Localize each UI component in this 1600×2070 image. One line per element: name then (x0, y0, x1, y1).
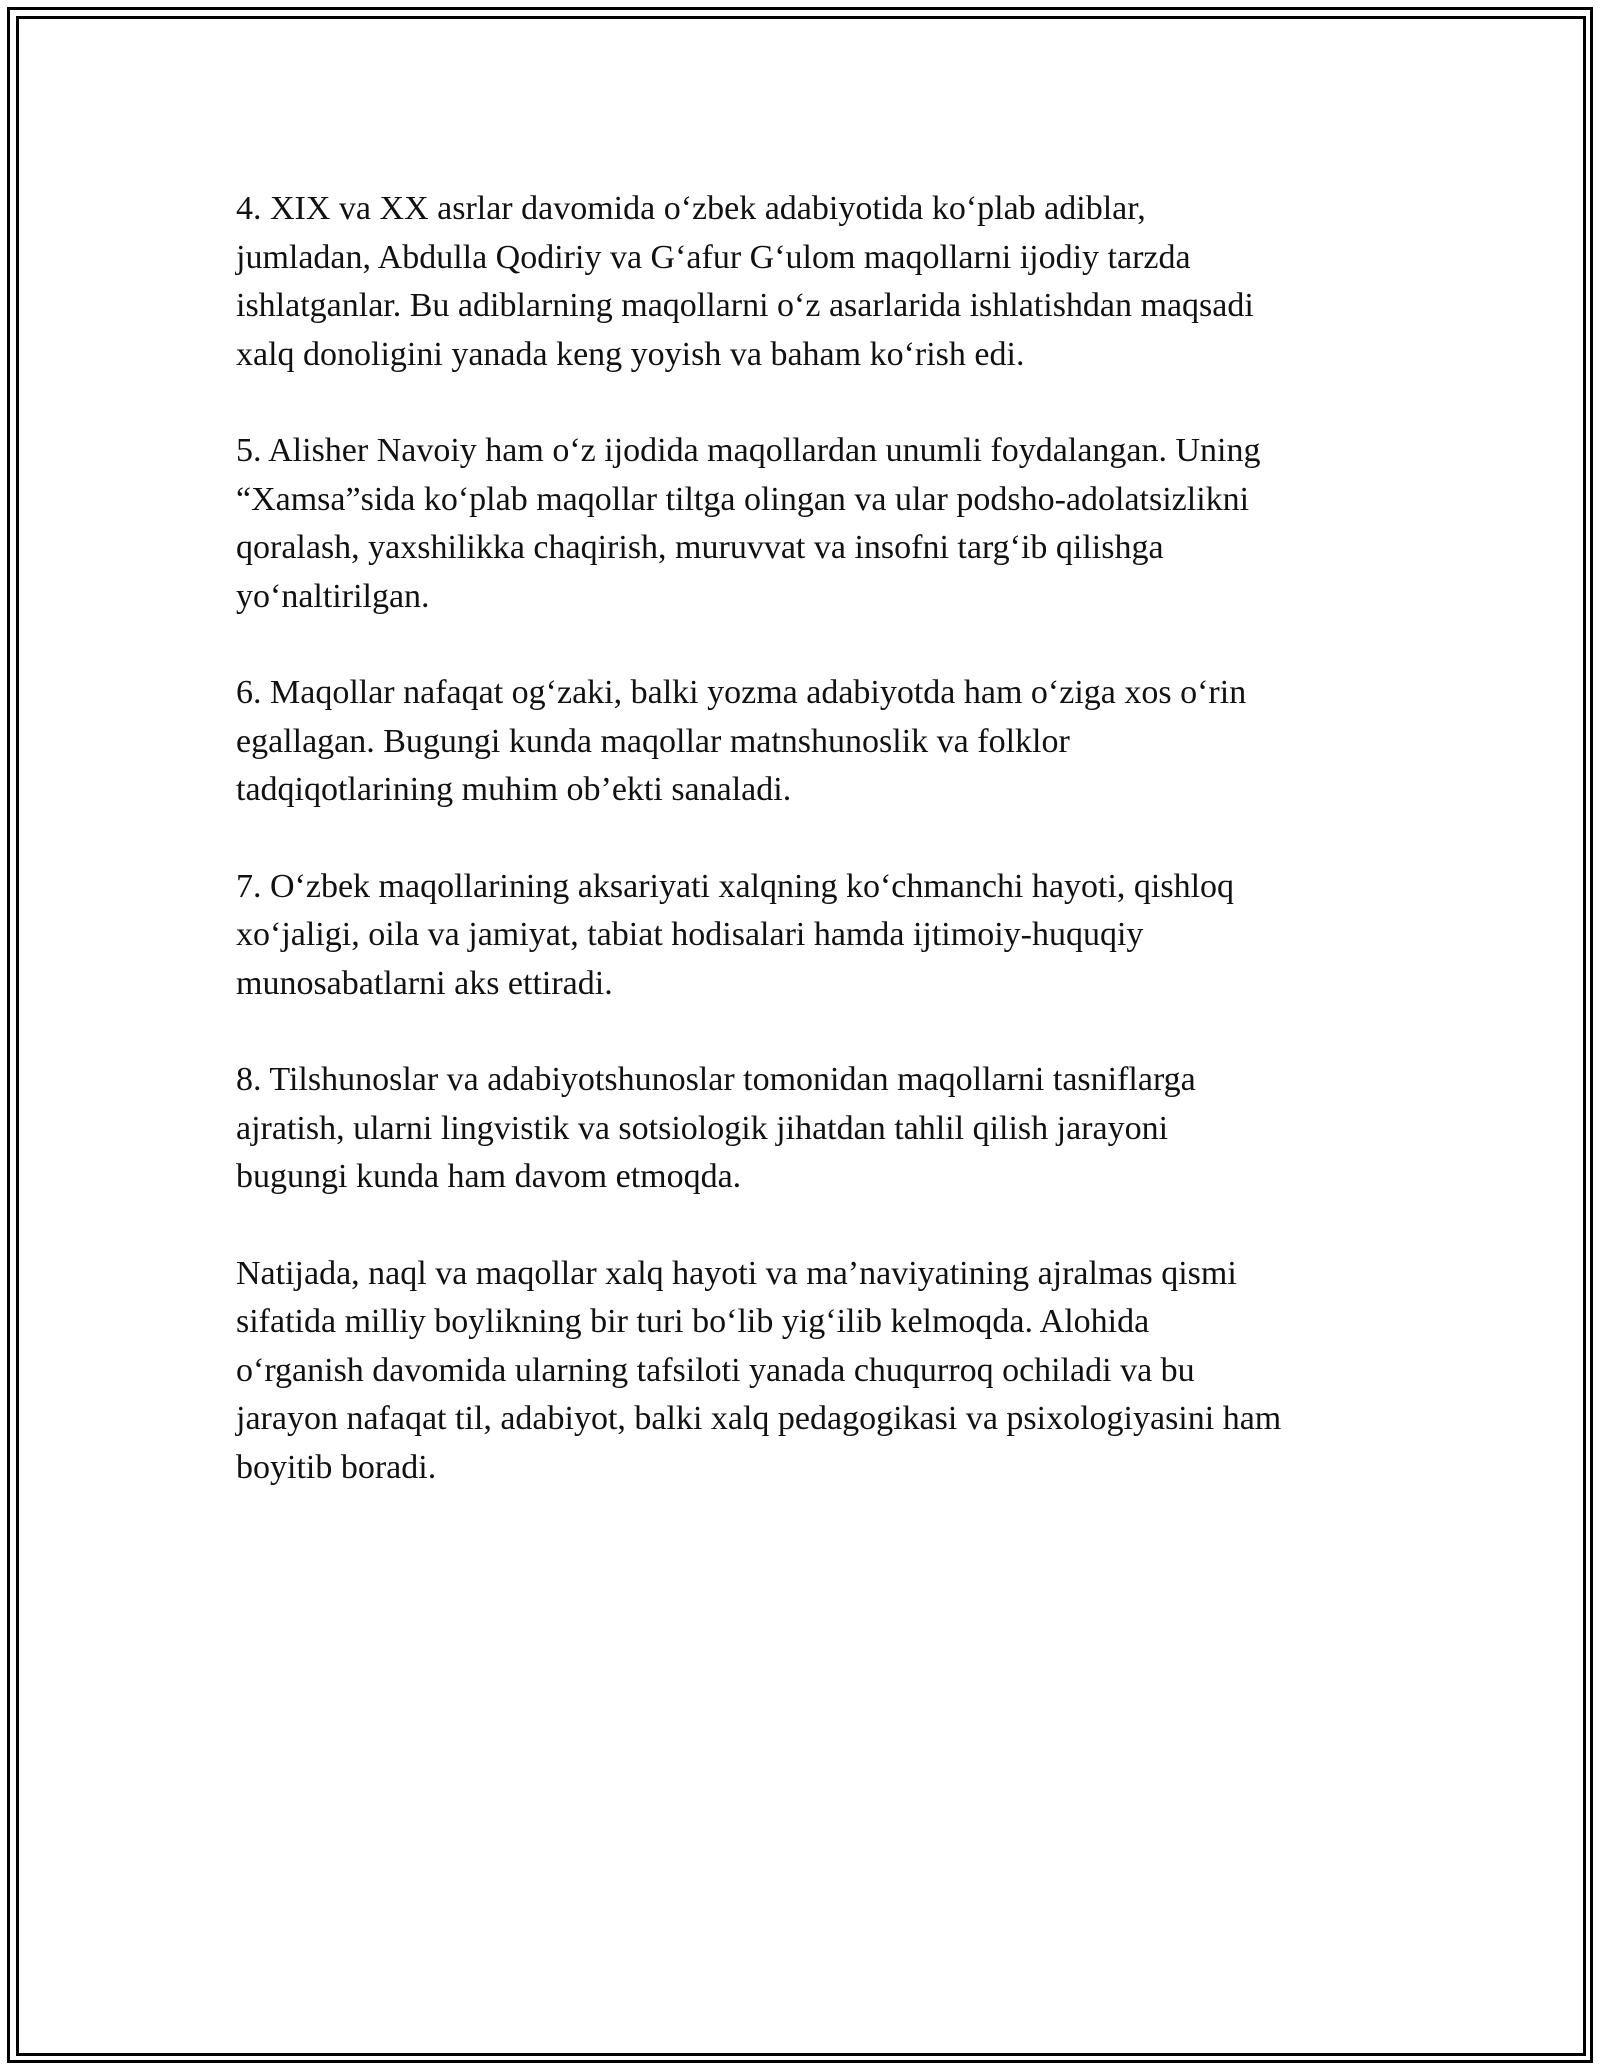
paragraph-6: 6. Maqollar nafaqat og‘zaki, balki yozma adabiyotda ham o‘ziga xos o‘rin egallagan. Bugungi kunda maqollar matnshunoslik va folklor tadqiqotlarining muhim ob’ekti sanaladi. (236, 674, 1247, 808)
paragraph-conclusion: Natijada, naql va maqollar xalq hayoti va ma’naviyatining ajralmas qismi sifatida milliy boylikning bir turi bo‘lib yig‘ilib kelmoqda. Alohida o‘rganish davomida ularning tafsiloti yanada chuqurroq ochiladi va bu jarayon nafaqat til, adabiyot, balki xalq pedagogikasi va psixologiyasini ham boyitib boradi. (236, 1254, 1282, 1486)
paragraph-5: 5. Alisher Navoiy ham o‘z ijodida maqollardan unumli foydalangan. Uning “Xamsa”sida ko‘plab maqollar tiltga olingan va ular podsho-adolatsizlikni qoralash, yaxshilikka chaqirish, muruvvat va insofni targ‘ib qilishga yo‘naltirilgan. (236, 432, 1261, 615)
paragraph-4: 4. XIX va XX asrlar davomida o‘zbek adabiyotida ko‘plab adiblar, jumladan, Abdulla Qodiriy va G‘afur G‘ulom maqollarni ijodiy tarzda ishlatganlar. Bu adiblarning maqollarni o‘z asarlarida ishlatishdan maqsadi xalq donoligini yanada keng yoyish va baham ko‘rish edi. (236, 190, 1254, 373)
paragraph-8: 8. Tilshunoslar va adabiyotshunoslar tomonidan maqollarni tasniflarga ajratish, ularni lingvistik va sotsiologik jihatdan tahlil qilish jarayoni bugungi kunda ham davom etmoqda. (236, 1061, 1196, 1195)
document-body (236, 185, 1386, 1492)
paragraph-7: 7. O‘zbek maqollarining aksariyati xalqning ko‘chmanchi hayoti, qishloq xo‘jaligi, oila va jamiyat, tabiat hodisalari hamda ijtimoiy-huquqiy munosabatlarni aks ettiradi. (236, 867, 1235, 1002)
